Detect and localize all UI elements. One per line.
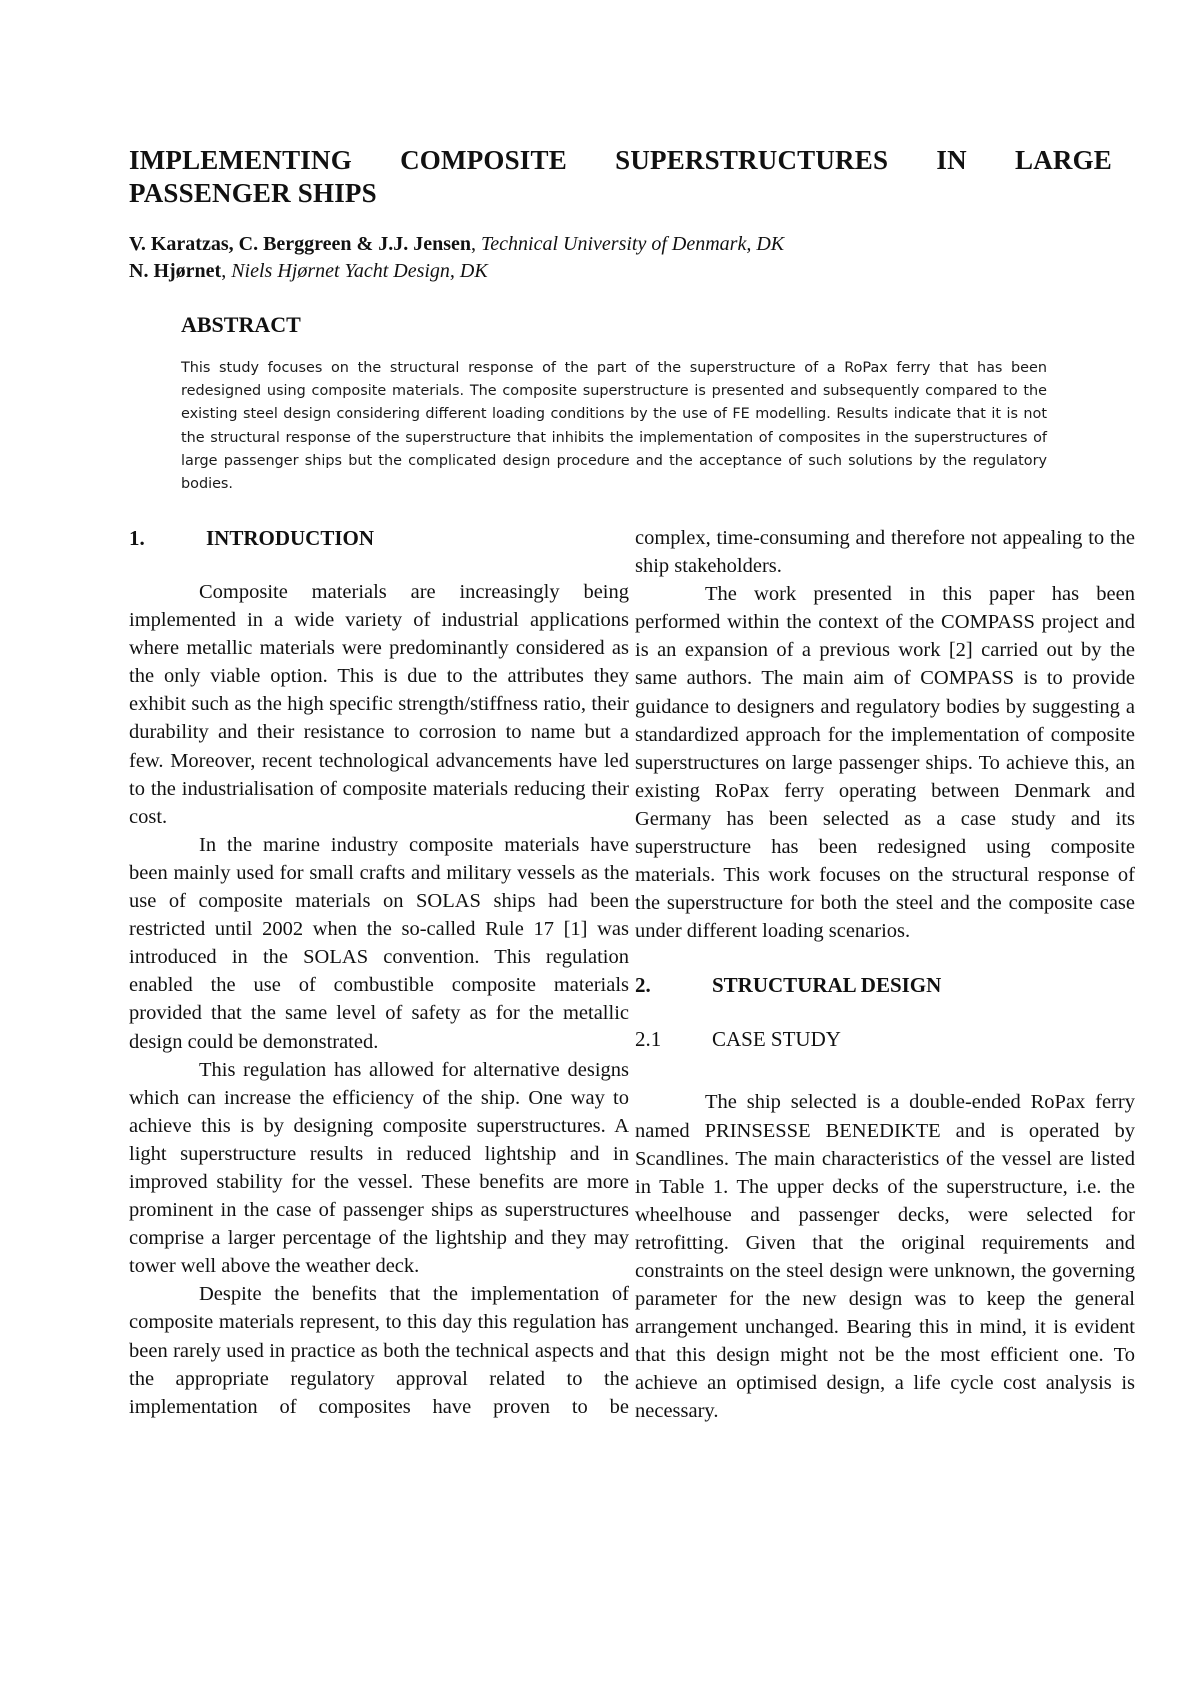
paragraph: Despite the benefits that the implementation of composite materials represent, to this day this regulation has been rarely used in practice as both the technical aspects and the appropriate regulatory approval related to the implementation of composites have proven to be xyxy=(129,1283,629,1418)
author-affiliation: Technical University of Denmark, DK xyxy=(481,233,785,255)
paragraph: Composite materials are increasingly being implemented in a wide variety of industrial applications where metallic materials were predominantly considered as the only viable option. This is due to the attributes they exhibit such as the high specific strength/stiffness ratio, their durability and their resistance to corrosion to name but a few. Moreover, recent technological advancements have led to the industrialisation of composite materials reducing their cost. xyxy=(129,581,629,828)
subsection-title: CASE STUDY xyxy=(712,1027,841,1052)
section-number: 1. xyxy=(129,526,145,550)
paper-title: IMPLEMENTING COMPOSITE SUPERSTRUCTURES IN LARGE PASSENGER SHIPS xyxy=(129,145,1112,208)
author-line-2: N. Hjørnet, Niels Hjørnet Yacht Design, DK xyxy=(129,260,488,282)
left-column xyxy=(129,524,629,1421)
author-affiliation: Niels Hjørnet Yacht Design, DK xyxy=(231,260,488,282)
paragraph-continued: complex, time-consuming and therefore not appealing to the ship stakeholders. xyxy=(635,527,1135,578)
section-title: INTRODUCTION xyxy=(206,526,375,550)
section-title: STRUCTURAL DESIGN xyxy=(712,973,942,998)
abstract-heading: ABSTRACT xyxy=(181,312,301,337)
paragraph: In the marine industry composite materials have been mainly used for small crafts and military vessels as the use of composite materials on SOLAS ships had been restricted until 2002 when the so-called Rule 17 [1] was introduced in the SOLAS convention. This regulation enabled the use of combustible composite materials provided that the same level of safety as for the metallic design could be demonstrated. xyxy=(129,833,629,1053)
author-line-1: V. Karatzas, C. Berggreen & J.J. Jensen, Technical University of Denmark, DK xyxy=(129,233,785,255)
paragraph: The ship selected is a double-ended RoPax ferry named PRINSESSE BENEDIKTE and is operated by Scandlines. The main characteristics of the vessel are listed in Table 1. The upper decks of the superstructure, i.e. the wheelhouse and passenger decks, were selected for retrofitting. Given that the original requirements and constraints on the steel design were unknown, the governing parameter for the new design was to keep the general arrangement unchanged. Bearing this in mind, it is evident that this design might not be the most efficient one. To achieve an optimised design, a life cycle cost analysis is necessary. xyxy=(635,1091,1135,1423)
paragraph: The work presented in this paper has been performed within the context of the COMPASS project and is an expansion of a previous work [2] carried out by the same authors. The main aim of COMPASS is to provide guidance to designers and regulatory bodies by suggesting a standardized approach for the implementation of composite superstructures on large passenger ships. To achieve this, an existing RoPax ferry operating between Denmark and Germany has been selected as a case study and its superstructure has been redesigned using composite materials. This work focuses on the structural response of the superstructure for both the steel and the composite case under different loading scenarios. xyxy=(635,583,1135,943)
subsection-heading xyxy=(635,1025,1135,1053)
author-names: V. Karatzas, C. Berggreen & J.J. Jensen xyxy=(129,233,471,255)
author-names: N. Hjørnet xyxy=(129,260,222,282)
section-heading xyxy=(635,971,1135,999)
section-number: 2. xyxy=(635,973,651,998)
right-column xyxy=(635,524,1135,1426)
section-heading xyxy=(129,524,629,552)
subsection-number: 2.1 xyxy=(635,1027,662,1052)
abstract-text: This study focuses on the structural response of the part of the superstructure of a RoPax ferry that has been redesigned using composite materials. The composite superstructure is presented and subsequently compared to the existing steel design considering different loading conditions by the use of FE modelling. Results indicate that it is not the structural response of the superstructure that inhibits the implementation of composites in the superstructures of large passenger ships but the complicated design procedure and the acceptance of such solutions by the regulatory bodies. xyxy=(181,360,1047,493)
paragraph: This regulation has allowed for alternative designs which can increase the efficiency of the ship. One way to achieve this is by designing composite superstructures. A light superstructure results in reduced lightship and in improved stability for the vessel. These benefits are more prominent in the case of passenger ships as superstructures comprise a larger percentage of the lightship and they may tower well above the weather deck. xyxy=(129,1058,629,1278)
author-block xyxy=(129,231,1112,285)
